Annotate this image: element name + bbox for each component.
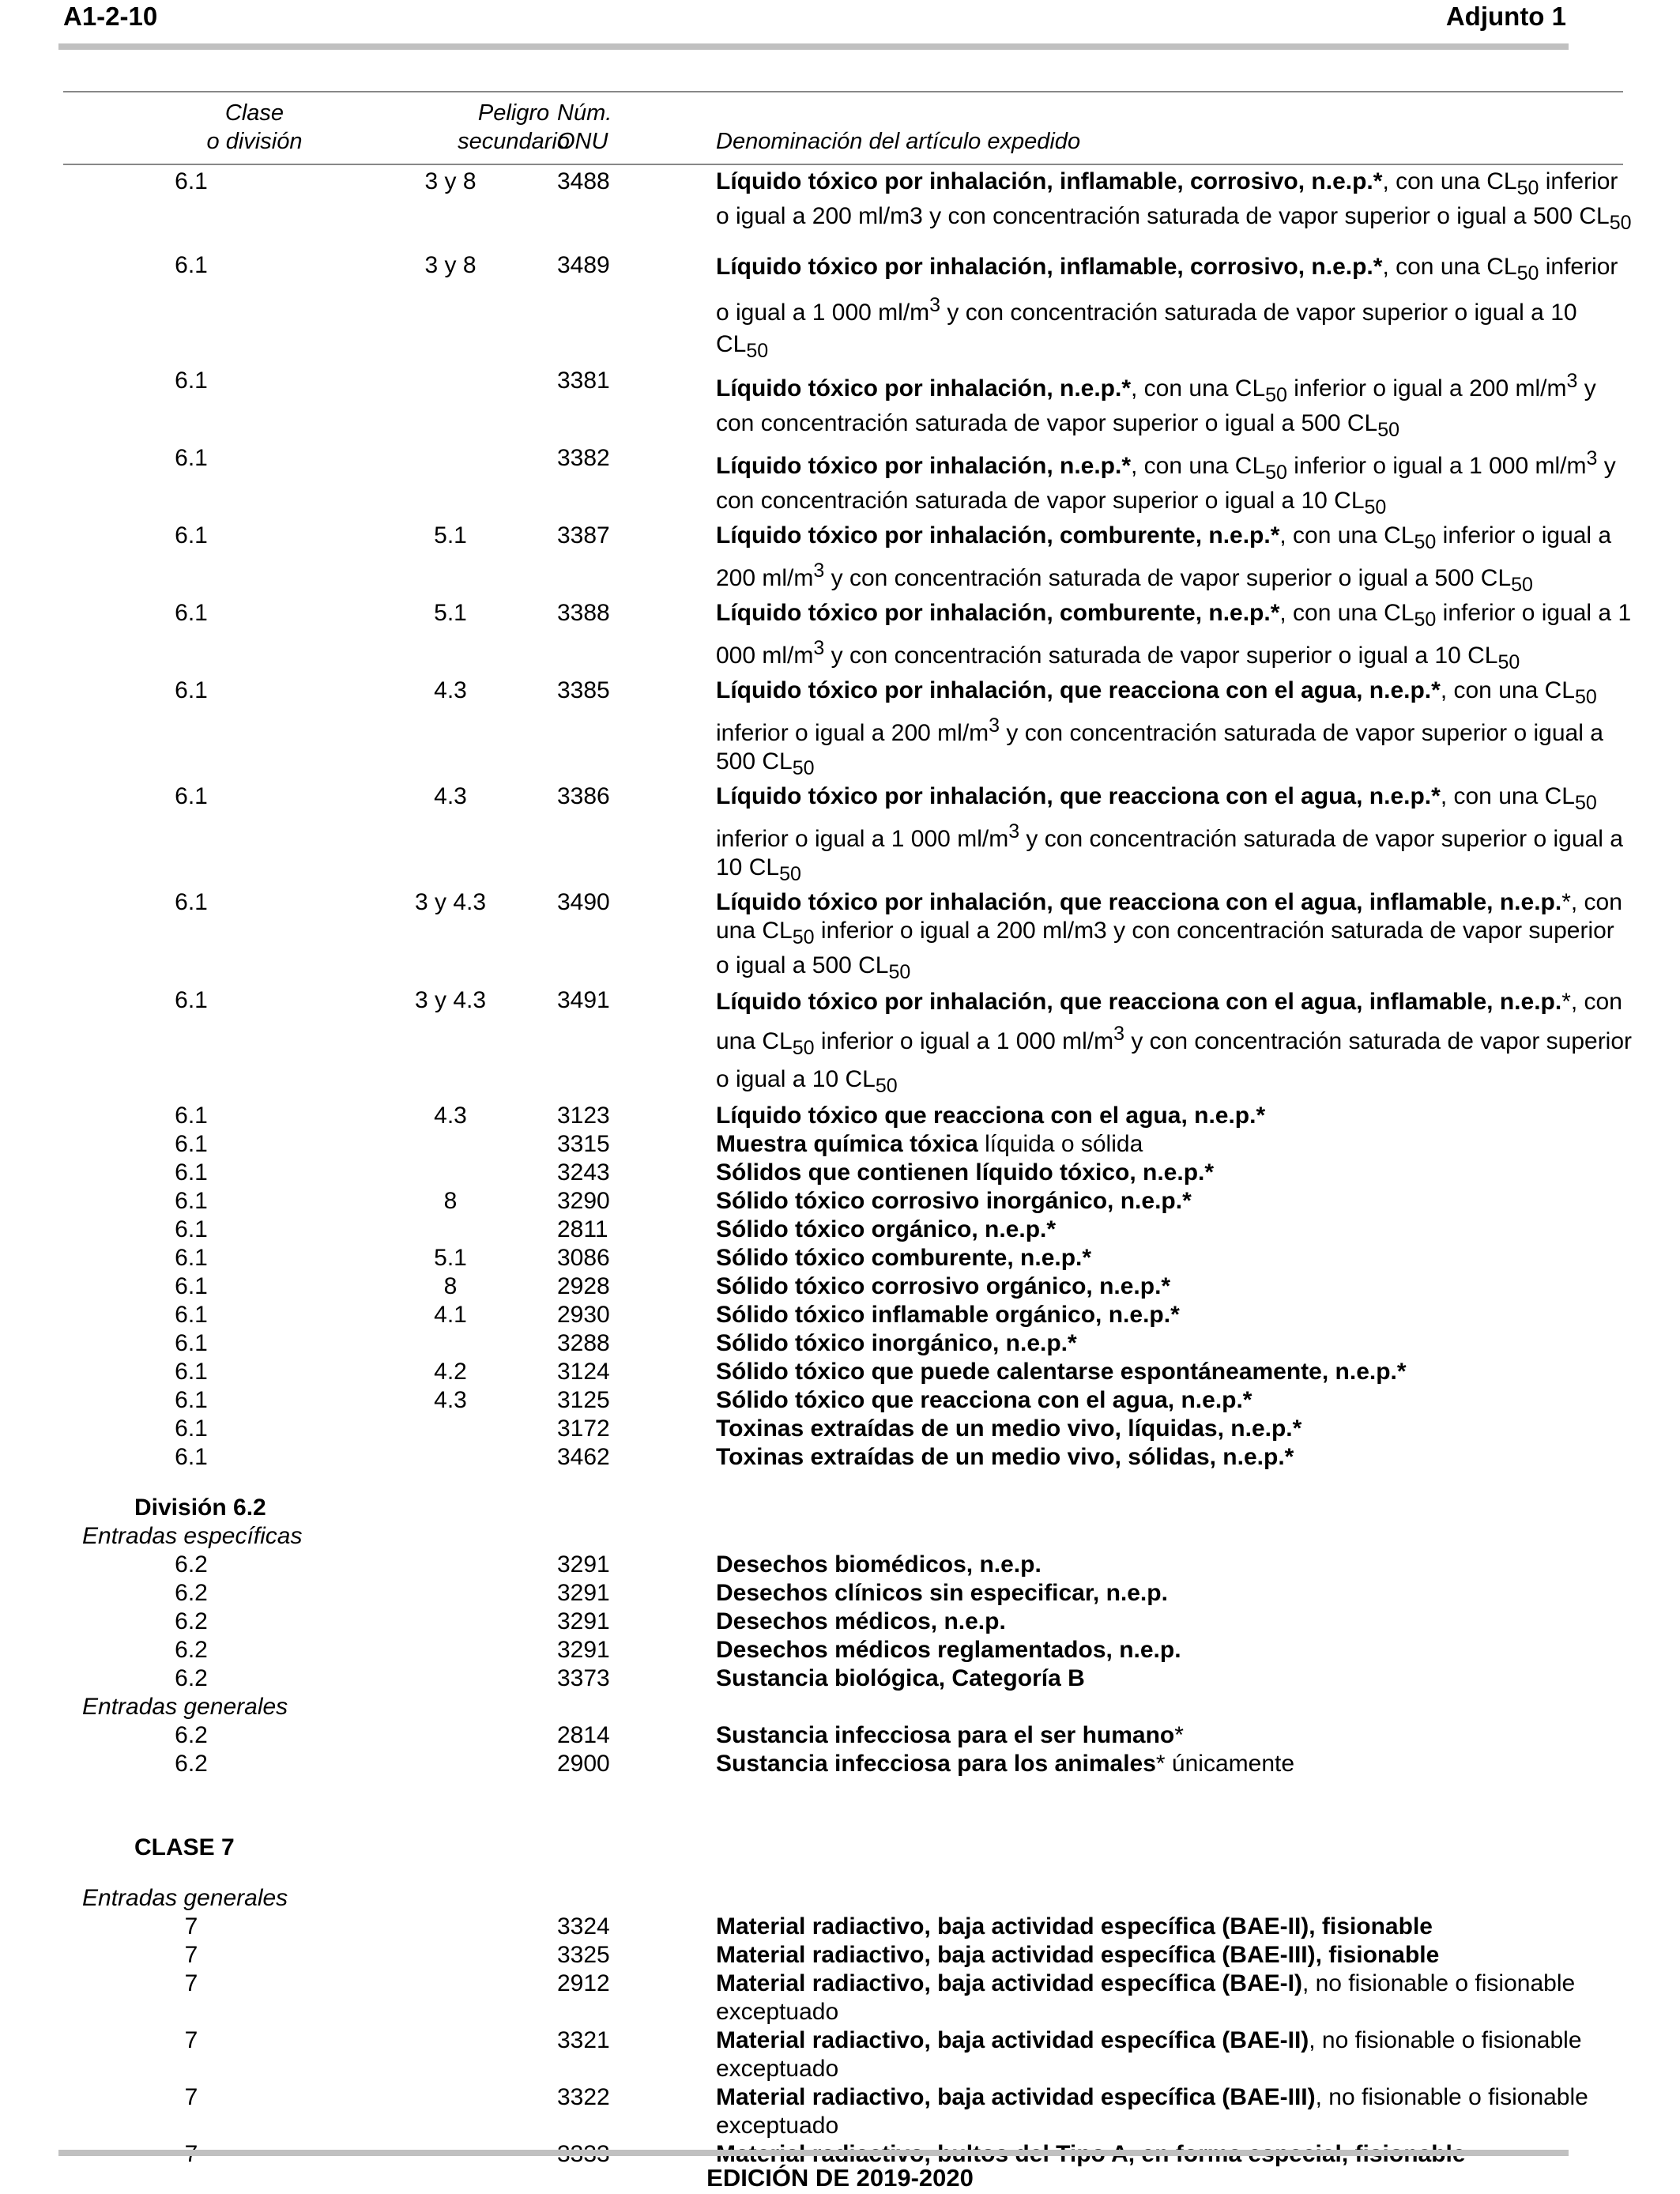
- table-row: [0, 1102, 1680, 1130]
- class-cell: 6.1: [175, 1216, 208, 1242]
- table-row: [0, 1443, 1680, 1472]
- shipping-name-detail: , con una $CL_{50}$ inferior o igual a 1 000 $ml/m^3$ y con concentración saturada de vapor superior o igual a 10 $CL_{50}$: [716, 600, 1632, 673]
- shipping-name-cell: [716, 782, 1633, 888]
- subsidiary-risk-cell: 8: [443, 1188, 458, 1214]
- un-number-cell: 2912: [557, 1970, 610, 1996]
- un-number-cell: 3491: [557, 987, 610, 1013]
- un-number-cell: 2811: [557, 1216, 608, 1242]
- shipping-name-detail: , con una $CL_{50}$ inferior o igual a 200 $ml/m^3$ y con concentración saturada de vapor superior o igual a 500 $CL_{50}$: [716, 370, 1596, 441]
- shipping-name-detail: , con una $CL_{50}$ inferior o igual a 1 000 $ml/m^3$ y con concentración saturada de vapor superior o igual a 10 $CL_{50}$: [716, 254, 1618, 362]
- un-number-cell: 3488: [557, 168, 610, 194]
- shipping-name-bold: Líquido tóxico por inhalación, n.e.p.*: [716, 453, 1132, 479]
- shipping-name-detail: , no fisionable o fisionable exceptuado: [716, 2027, 1582, 2082]
- table-row: [0, 1358, 1680, 1386]
- class-cell: 6.1: [175, 1273, 208, 1299]
- header-class-line2: o división: [206, 129, 303, 154]
- un-number-cell: 3321: [557, 2027, 610, 2053]
- un-number-cell: 3490: [557, 889, 610, 915]
- subsidiary-risk-cell: 4.3: [434, 783, 467, 809]
- table-row: [0, 782, 1680, 888]
- subsidiary-risk-cell: 4.3: [434, 677, 467, 703]
- class-cell: 6.1: [175, 1444, 208, 1470]
- shipping-name-cell: [716, 1443, 1633, 1472]
- class-cell: 6.1: [175, 600, 208, 626]
- shipping-name-bold: Desechos médicos reglamentados, n.e.p.: [716, 1637, 1181, 1663]
- class-cell: 6.1: [175, 368, 208, 394]
- class-cell: 6.1: [175, 1159, 208, 1186]
- spacer: [0, 1862, 1680, 1884]
- un-number-cell: 3243: [557, 1159, 610, 1186]
- class-title: CLASE 7: [134, 1834, 235, 1860]
- un-number-cell: 3462: [557, 1444, 610, 1470]
- table-body: [0, 168, 1680, 2169]
- un-number-cell: 3322: [557, 2084, 610, 2110]
- class-cell: 6.1: [175, 889, 208, 915]
- table-row: [0, 1941, 1680, 1970]
- header-sub-line1: Peligro: [477, 100, 550, 126]
- class-cell: 6.1: [175, 445, 208, 471]
- bottom-rule: [58, 2150, 1569, 2156]
- header-class: [145, 99, 363, 156]
- un-number-cell: 3123: [557, 1103, 610, 1129]
- shipping-name-cell: [716, 2083, 1633, 2140]
- shipping-name-cell: [716, 444, 1633, 522]
- shipping-name-detail: *, con una $CL_{50}$ inferior o igual a 1 000 $ml/m^3$ y con concentración saturada de vapor superior o igual a 10 $CL_{50}$: [716, 989, 1633, 1097]
- un-number-cell: 3373: [557, 1665, 610, 1691]
- subsidiary-risk-cell: 4.3: [434, 1387, 467, 1413]
- shipping-name-cell: [716, 1415, 1633, 1443]
- shipping-name-cell: [716, 1913, 1633, 1941]
- shipping-name-cell: [716, 888, 1633, 986]
- table-row: [0, 1750, 1680, 1778]
- subsidiary-risk-cell: 8: [443, 1273, 458, 1299]
- shipping-name-detail: , no fisionable o fisionable exceptuado: [716, 1970, 1576, 2025]
- un-number-cell: 3288: [557, 1330, 610, 1356]
- class-cell: 6.1: [175, 1245, 208, 1271]
- table-row: [0, 1970, 1680, 2026]
- shipping-name-bold: Líquido tóxico por inhalación, n.e.p.*: [716, 375, 1132, 401]
- table-row: [0, 1579, 1680, 1608]
- un-number-cell: 3388: [557, 600, 610, 626]
- un-number-cell: 3385: [557, 677, 610, 703]
- un-number-cell: 2928: [557, 1273, 610, 1299]
- shipping-name-cell: [716, 1551, 1633, 1579]
- shipping-name-cell: [716, 677, 1633, 782]
- shipping-name-cell: [716, 1608, 1633, 1636]
- shipping-name-cell: [716, 1102, 1633, 1130]
- shipping-name-bold: Sólidos que contienen líquido tóxico, n.e.p.*: [716, 1159, 1215, 1186]
- spacer: [0, 1778, 1680, 1834]
- table-row: [0, 677, 1680, 782]
- general-entries-label: Entradas generales: [82, 1885, 288, 1911]
- class-cell: 6.2: [175, 1580, 208, 1606]
- attachment-label: Adjunto 1: [1445, 2, 1566, 31]
- un-number-cell: 3382: [557, 445, 610, 471]
- subsidiary-risk-cell: 3 y 4.3: [414, 889, 487, 915]
- class-cell: 6.2: [175, 1551, 208, 1578]
- shipping-name-bold: Sólido tóxico que reacciona con el agua, n.e.p.*: [716, 1387, 1252, 1413]
- header-sub-line2: secundario: [458, 129, 570, 154]
- shipping-name-bold: Sólido tóxico corrosivo orgánico, n.e.p.*: [716, 1273, 1171, 1299]
- edition-footer: EDICIÓN DE 2019-2020: [706, 2164, 974, 2192]
- subsidiary-risk-cell: 5.1: [434, 522, 467, 548]
- shipping-name-cell: [716, 986, 1633, 1102]
- class-cell: 6.1: [175, 1359, 208, 1385]
- table-row: [0, 1913, 1680, 1941]
- shipping-name-cell: [716, 1358, 1633, 1386]
- class-cell: 6.1: [175, 677, 208, 703]
- un-number-cell: 3086: [557, 1245, 610, 1271]
- subsidiary-risk-cell: 3 y 8: [424, 252, 477, 278]
- table-row: [0, 1415, 1680, 1443]
- class-cell: 6.1: [175, 1103, 208, 1129]
- class-cell: 6.1: [175, 1131, 208, 1157]
- table-row: [0, 986, 1680, 1102]
- un-number-cell: 3172: [557, 1416, 610, 1442]
- shipping-name-bold: Líquido tóxico por inhalación, que reacciona con el agua, n.e.p.*: [716, 783, 1441, 809]
- top-rule: [58, 43, 1569, 50]
- shipping-name-bold: Sólido tóxico orgánico, n.e.p.*: [716, 1216, 1057, 1242]
- table-header: [63, 91, 1623, 165]
- table-row: [0, 168, 1680, 237]
- shipping-name-bold: Líquido tóxico que reacciona con el agua, n.e.p.*: [716, 1103, 1266, 1129]
- shipping-name-bold: Material radiactivo, baja actividad específica (BAE-II), fisionable: [716, 1913, 1433, 1940]
- table-row: [0, 1386, 1680, 1415]
- subsidiary-risk-cell: 4.3: [434, 1103, 467, 1129]
- un-number-cell: 2900: [557, 1751, 610, 1777]
- shipping-name-detail: , con una $CL_{50}$ inferior o igual a 1 000 $ml/m^3$ y con concentración saturada de vapor superior o igual a 10 $CL_{50}$: [716, 447, 1616, 518]
- table-row: [0, 1216, 1680, 1244]
- table-row: [0, 1551, 1680, 1579]
- header-proper-shipping-name: Denominación del artículo expedido: [716, 129, 1081, 154]
- table-row: [0, 1329, 1680, 1358]
- subsidiary-risk-cell: 4.2: [434, 1359, 467, 1385]
- shipping-name-cell: [716, 1272, 1633, 1301]
- class-cell: 6.1: [175, 522, 208, 548]
- shipping-name-bold: Desechos clínicos sin especificar, n.e.p.: [716, 1580, 1168, 1606]
- spacer: [0, 1472, 1680, 1494]
- shipping-name-cell: [716, 1130, 1633, 1159]
- header-un-line2: ONU: [557, 129, 608, 154]
- shipping-name-cell: [716, 1187, 1633, 1216]
- shipping-name-bold: Desechos biomédicos, n.e.p.: [716, 1551, 1042, 1578]
- shipping-name-bold: Líquido tóxico por inhalación, inflamable, corrosivo, n.e.p.*: [716, 168, 1383, 194]
- table-row: [0, 251, 1680, 367]
- class-cell: 6.1: [175, 1416, 208, 1442]
- shipping-name-cell: [716, 2026, 1633, 2083]
- table-row: [0, 1244, 1680, 1272]
- shipping-name-bold: Líquido tóxico por inhalación, comburente, n.e.p.*: [716, 600, 1280, 626]
- shipping-name-detail: *: [1174, 1722, 1184, 1748]
- un-number-cell: 3386: [557, 783, 610, 809]
- shipping-name-detail: , no fisionable o fisionable exceptuado: [716, 2084, 1588, 2139]
- shipping-name-bold: Material radiactivo, baja actividad específica (BAE-I): [716, 1970, 1302, 1996]
- un-number-cell: 3291: [557, 1551, 610, 1578]
- shipping-name-cell: [716, 599, 1633, 677]
- table-row: [0, 522, 1680, 599]
- class-cell: 6.2: [175, 1637, 208, 1663]
- class-cell: 6.2: [175, 1751, 208, 1777]
- general-entries-label: Entradas generales: [82, 1694, 288, 1720]
- shipping-name-bold: Sólido tóxico comburente, n.e.p.*: [716, 1245, 1092, 1271]
- table-row: [0, 1636, 1680, 1664]
- subsidiary-risk-cell: 5.1: [434, 600, 467, 626]
- page-number: A1-2-10: [63, 2, 158, 31]
- un-number-cell: 3387: [557, 522, 610, 548]
- shipping-name-detail: líquida o sólida: [977, 1131, 1143, 1157]
- shipping-name-cell: [716, 1750, 1633, 1778]
- shipping-name-bold: Líquido tóxico por inhalación, que reacciona con el agua, n.e.p.*: [716, 677, 1441, 703]
- shipping-name-bold: Líquido tóxico por inhalación, que reacciona con el agua, inflamable, n.e.p.: [716, 989, 1562, 1015]
- shipping-name-bold: Sólido tóxico que puede calentarse espontáneamente, n.e.p.*: [716, 1359, 1407, 1385]
- class-cell: 6.2: [175, 1608, 208, 1634]
- shipping-name-bold: Sólido tóxico inflamable orgánico, n.e.p.*: [716, 1302, 1180, 1328]
- table-row: [0, 1608, 1680, 1636]
- shipping-name-bold: Material radiactivo, baja actividad específica (BAE-III), fisionable: [716, 1942, 1440, 1968]
- table-row: [0, 888, 1680, 986]
- shipping-name-bold: Toxinas extraídas de un medio vivo, líquidas, n.e.p.*: [716, 1416, 1302, 1442]
- table-row: [0, 2083, 1680, 2140]
- class-cell: 6.1: [175, 1302, 208, 1328]
- class-cell: 6.2: [175, 1665, 208, 1691]
- shipping-name-bold: Líquido tóxico por inhalación, que reacciona con el agua, inflamable, n.e.p.: [716, 889, 1562, 915]
- division-title: División 6.2: [134, 1495, 266, 1521]
- shipping-name-cell: [716, 1636, 1633, 1664]
- class-cell: 6.1: [175, 783, 208, 809]
- header-un-number: [557, 99, 699, 156]
- table-row: [0, 367, 1680, 444]
- un-number-cell: 2814: [557, 1722, 610, 1748]
- shipping-name-cell: [716, 522, 1633, 599]
- class-cell: 6.2: [175, 1722, 208, 1748]
- shipping-name-cell: [716, 1941, 1633, 1970]
- table-row: [0, 1664, 1680, 1693]
- table-row: [0, 1301, 1680, 1329]
- un-number-cell: 3291: [557, 1608, 610, 1634]
- table-row: [0, 1272, 1680, 1301]
- shipping-name-detail: , con una $CL_{50}$ inferior o igual a 200 $ml/m^3$ y con concentración saturada de vapor superior o igual a 500 $CL_{50}$: [716, 677, 1603, 779]
- shipping-name-bold: Desechos médicos, n.e.p.: [716, 1608, 1006, 1634]
- un-number-cell: 3124: [557, 1359, 610, 1385]
- un-number-cell: 3291: [557, 1580, 610, 1606]
- class-cell: 7: [184, 2084, 198, 2110]
- shipping-name-bold: Material radiactivo, baja actividad específica (BAE-III): [716, 2084, 1316, 2110]
- un-number-cell: 3325: [557, 1942, 610, 1968]
- shipping-name-detail: *, con una $CL_{50}$ inferior o igual a 200 ml/m3 y con concentración saturada de vapor superior o igual a 500 $CL_{50}$: [716, 889, 1622, 983]
- un-number-cell: 3125: [557, 1387, 610, 1413]
- class-cell: 7: [184, 2027, 198, 2053]
- shipping-name-cell: [716, 1386, 1633, 1415]
- shipping-name-bold: Líquido tóxico por inhalación, comburente, n.e.p.*: [716, 522, 1280, 548]
- subsidiary-risk-cell: 4.1: [434, 1302, 467, 1328]
- un-number-cell: 2930: [557, 1302, 610, 1328]
- table-row: [0, 1721, 1680, 1750]
- shipping-name-cell: [716, 1301, 1633, 1329]
- shipping-name-cell: [716, 1159, 1633, 1187]
- shipping-name-bold: Líquido tóxico por inhalación, inflamable, corrosivo, n.e.p.*: [716, 254, 1383, 280]
- shipping-name-cell: [716, 1664, 1633, 1693]
- subsidiary-risk-cell: 3 y 8: [424, 168, 477, 194]
- un-number-cell: 3381: [557, 368, 610, 394]
- un-number-cell: 3291: [557, 1637, 610, 1663]
- shipping-name-detail: , con una $CL_{50}$ inferior o igual a 200 ml/m3 y con concentración saturada de vapor superior o igual a 500 $CL_{50}$: [716, 168, 1632, 234]
- table-row: [0, 444, 1680, 522]
- table-row: [0, 599, 1680, 677]
- un-number-cell: 3290: [557, 1188, 610, 1214]
- shipping-name-detail: , con una $CL_{50}$ inferior o igual a 1 000 $ml/m^3$ y con concentración saturada de vapor superior o igual a 10 $CL_{50}$: [716, 783, 1623, 885]
- class-cell: 6.1: [175, 168, 208, 194]
- shipping-name-cell: [716, 168, 1633, 237]
- class-cell: 6.1: [175, 987, 208, 1013]
- shipping-name-bold: Muestra química tóxica: [716, 1131, 978, 1157]
- class-cell: 6.1: [175, 252, 208, 278]
- shipping-name-cell: [716, 251, 1633, 367]
- class-cell: 7: [184, 1942, 198, 1968]
- shipping-name-cell: [716, 1970, 1633, 2026]
- shipping-name-cell: [716, 1244, 1633, 1272]
- shipping-name-bold: Material radiactivo, baja actividad específica (BAE-II): [716, 2027, 1309, 2053]
- un-number-cell: 3324: [557, 1913, 610, 1940]
- class-cell: 6.1: [175, 1188, 208, 1214]
- table-row: [0, 1159, 1680, 1187]
- specific-entries-label: Entradas específicas: [82, 1523, 303, 1549]
- header-un-line1: Núm.: [557, 100, 612, 126]
- shipping-name-bold: Sustancia infecciosa para los animales: [716, 1751, 1156, 1777]
- un-number-cell: 3315: [557, 1131, 610, 1157]
- shipping-name-cell: [716, 1721, 1633, 1750]
- shipping-name-cell: [716, 367, 1633, 444]
- class-cell: 7: [184, 1913, 198, 1940]
- un-number-cell: 3489: [557, 252, 610, 278]
- shipping-name-cell: [716, 1329, 1633, 1358]
- header-class-line1: Clase: [224, 100, 284, 126]
- class-cell: 6.1: [175, 1387, 208, 1413]
- spacer: [0, 237, 1680, 251]
- shipping-name-cell: [716, 1216, 1633, 1244]
- class-cell: 7: [184, 1970, 198, 1996]
- class-cell: 6.1: [175, 1330, 208, 1356]
- shipping-name-detail: , con una $CL_{50}$ inferior o igual a 200 $ml/m^3$ y con concentración saturada de vapor superior o igual a 500 $CL_{50}$: [716, 522, 1612, 596]
- shipping-name-bold: Toxinas extraídas de un medio vivo, sólidas, n.e.p.*: [716, 1444, 1294, 1470]
- shipping-name-bold: Sustancia infecciosa para el ser humano: [716, 1722, 1175, 1748]
- shipping-name-bold: Sólido tóxico corrosivo inorgánico, n.e.p.*: [716, 1188, 1192, 1214]
- subsidiary-risk-cell: 5.1: [434, 1245, 467, 1271]
- shipping-name-bold: Sólido tóxico inorgánico, n.e.p.*: [716, 1330, 1077, 1356]
- table-row: [0, 1187, 1680, 1216]
- shipping-name-cell: [716, 1579, 1633, 1608]
- shipping-name-detail: * únicamente: [1155, 1751, 1295, 1777]
- table-row: [0, 1130, 1680, 1159]
- table-row: [0, 2026, 1680, 2083]
- subsidiary-risk-cell: 3 y 4.3: [414, 987, 487, 1013]
- shipping-name-bold: Sustancia biológica, Categoría B: [716, 1665, 1085, 1691]
